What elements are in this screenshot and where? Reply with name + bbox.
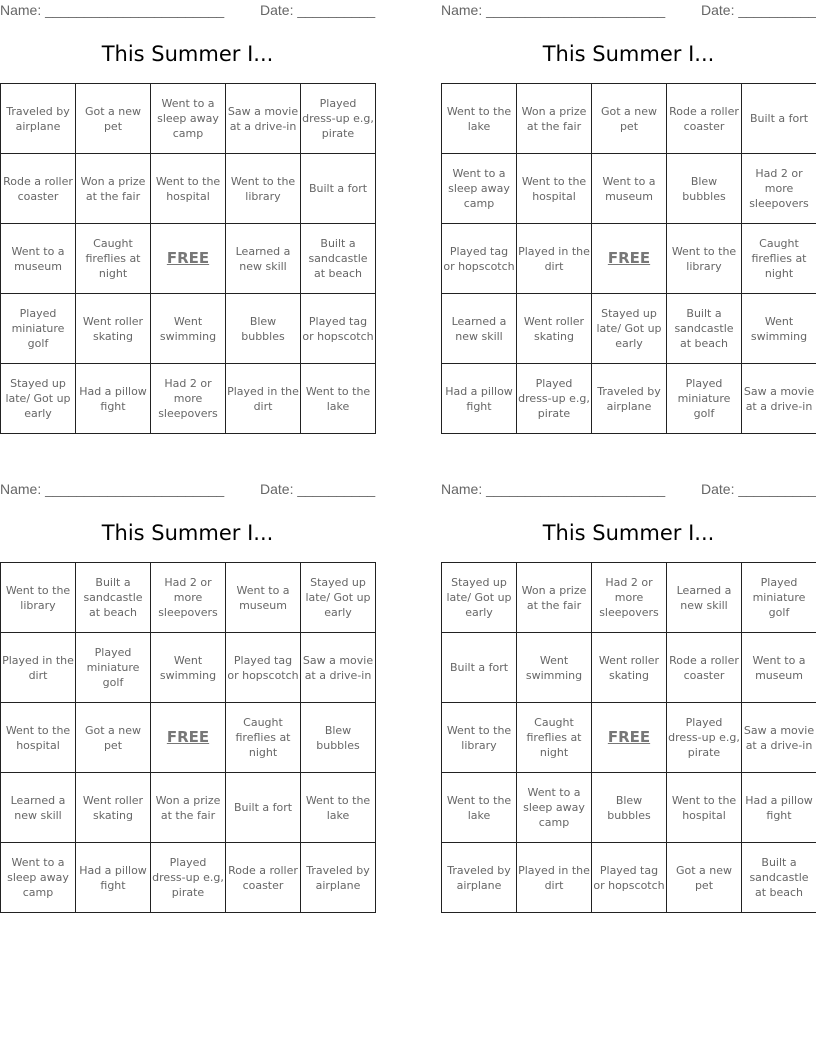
- bingo-cell: Went to a sleep away camp: [1, 843, 76, 913]
- bingo-cell: Rode a roller coaster: [667, 633, 742, 703]
- bingo-cell: Played dress-up e.g, pirate: [151, 843, 226, 913]
- grid-row: [442, 633, 816, 703]
- bingo-cell: Went roller skating: [76, 294, 151, 364]
- bingo-cell: Built a sandcastle at beach: [667, 294, 742, 364]
- bingo-cell: Built a sandcastle at beach: [76, 563, 151, 633]
- grid-row: [1, 773, 376, 843]
- bingo-cell: Went to a sleep away camp: [517, 773, 592, 843]
- bingo-cell: Went to the library: [226, 154, 301, 224]
- bingo-cell: Went to a museum: [1, 224, 76, 294]
- card-header: [0, 479, 375, 499]
- grid-row: [1, 294, 376, 364]
- grid-row: [1, 703, 376, 773]
- grid-row: [1, 154, 376, 224]
- free-space: FREE: [151, 703, 226, 773]
- bingo-cell: Had a pillow fight: [76, 364, 151, 434]
- grid-row: [1, 224, 376, 294]
- bingo-cell: Played dress-up e.g, pirate: [667, 703, 742, 773]
- grid-row: [1, 364, 376, 434]
- bingo-cell: Built a sandcastle at beach: [742, 843, 816, 913]
- date-field: Date: __________: [701, 2, 816, 18]
- bingo-cell: Played in the dirt: [226, 364, 301, 434]
- bingo-cell: Built a fort: [742, 84, 816, 154]
- free-space: FREE: [151, 224, 226, 294]
- date-field: Date: __________: [260, 481, 376, 497]
- bingo-cell: Played dress-up e.g, pirate: [301, 84, 376, 154]
- bingo-cell: Went to a museum: [742, 633, 816, 703]
- bingo-cell: Went to a sleep away camp: [151, 84, 226, 154]
- bingo-cell: Played tag or hopscotch: [226, 633, 301, 703]
- bingo-cell: Had 2 or more sleepovers: [592, 563, 667, 633]
- bingo-cell: Went swimming: [151, 294, 226, 364]
- card-title: This Summer I...: [101, 42, 274, 66]
- bingo-cell: Saw a movie at a drive-in: [301, 633, 376, 703]
- bingo-cell: Built a fort: [442, 633, 517, 703]
- card-title: This Summer I...: [101, 521, 274, 545]
- bingo-cell: Went to the lake: [301, 364, 376, 434]
- bingo-cell: Got a new pet: [76, 84, 151, 154]
- bingo-cell: Won a prize at the fair: [517, 563, 592, 633]
- bingo-cell: Learned a new skill: [667, 563, 742, 633]
- bingo-cell: Went to a museum: [592, 154, 667, 224]
- bingo-cell: Built a fort: [226, 773, 301, 843]
- bingo-cell: Played in the dirt: [1, 633, 76, 703]
- grid-row: [442, 154, 816, 224]
- date-field: Date: __________: [260, 2, 376, 18]
- bingo-cell: Played miniature golf: [667, 364, 742, 434]
- bingo-cell: Played miniature golf: [76, 633, 151, 703]
- bingo-cell: Stayed up late/ Got up early: [592, 294, 667, 364]
- bingo-cell: Traveled by airplane: [1, 84, 76, 154]
- bingo-cell: Had 2 or more sleepovers: [742, 154, 816, 224]
- name-field: Name: _______________________: [0, 2, 225, 18]
- bingo-cell: Played miniature golf: [742, 563, 816, 633]
- grid-row: [442, 563, 816, 633]
- bingo-cell: Went roller skating: [592, 633, 667, 703]
- bingo-cell: Blew bubbles: [301, 703, 376, 773]
- bingo-cell: Traveled by airplane: [442, 843, 517, 913]
- grid-row: [442, 843, 816, 913]
- bingo-cell: Had 2 or more sleepovers: [151, 563, 226, 633]
- bingo-cell: Learned a new skill: [442, 294, 517, 364]
- bingo-cell: Caught fireflies at night: [76, 224, 151, 294]
- bingo-cell: Went to the library: [1, 563, 76, 633]
- bingo-cell: Stayed up late/ Got up early: [442, 563, 517, 633]
- bingo-cell: Learned a new skill: [226, 224, 301, 294]
- bingo-cell: Played dress-up e.g, pirate: [517, 364, 592, 434]
- bingo-cell: Built a sandcastle at beach: [301, 224, 376, 294]
- bingo-cell: Learned a new skill: [1, 773, 76, 843]
- bingo-cell: Traveled by airplane: [301, 843, 376, 913]
- bingo-cell: Played tag or hopscotch: [592, 843, 667, 913]
- date-field: Date: __________: [701, 481, 816, 497]
- bingo-cell: Went to the library: [667, 224, 742, 294]
- bingo-grid: [441, 562, 816, 913]
- bingo-cell: Got a new pet: [592, 84, 667, 154]
- bingo-grid: [0, 562, 376, 913]
- bingo-cell: Stayed up late/ Got up early: [301, 563, 376, 633]
- bingo-cell: Went to the lake: [442, 84, 517, 154]
- bingo-cell: Went to the lake: [301, 773, 376, 843]
- grid-row: [1, 843, 376, 913]
- bingo-cell: Played tag or hopscotch: [301, 294, 376, 364]
- free-space: FREE: [592, 224, 667, 294]
- bingo-cell: Saw a movie at a drive-in: [742, 703, 816, 773]
- bingo-cell: Saw a movie at a drive-in: [226, 84, 301, 154]
- card-title: This Summer I...: [542, 42, 715, 66]
- bingo-cell: Went roller skating: [517, 294, 592, 364]
- bingo-cell: Got a new pet: [667, 843, 742, 913]
- bingo-cell: Caught fireflies at night: [742, 224, 816, 294]
- bingo-cell: Caught fireflies at night: [226, 703, 301, 773]
- bingo-grid: [441, 83, 816, 434]
- bingo-cell: Rode a roller coaster: [226, 843, 301, 913]
- bingo-cell: Went to the library: [442, 703, 517, 773]
- card-title: This Summer I...: [542, 521, 715, 545]
- bingo-cell: Saw a movie at a drive-in: [742, 364, 816, 434]
- card-header: [441, 0, 816, 20]
- grid-row: [1, 633, 376, 703]
- bingo-cell: Went swimming: [151, 633, 226, 703]
- grid-row: [442, 224, 816, 294]
- bingo-cell: Won a prize at the fair: [151, 773, 226, 843]
- bingo-cell: Played in the dirt: [517, 224, 592, 294]
- bingo-cell: Went to a sleep away camp: [442, 154, 517, 224]
- bingo-cell: Stayed up late/ Got up early: [1, 364, 76, 434]
- bingo-cell: Went to the hospital: [667, 773, 742, 843]
- bingo-cell: Blew bubbles: [592, 773, 667, 843]
- grid-row: [442, 84, 816, 154]
- bingo-cell: Went swimming: [517, 633, 592, 703]
- bingo-cell: Won a prize at the fair: [76, 154, 151, 224]
- bingo-cell: Had a pillow fight: [442, 364, 517, 434]
- bingo-cell: Played in the dirt: [517, 843, 592, 913]
- name-field: Name: _______________________: [441, 2, 666, 18]
- bingo-cell: Went roller skating: [76, 773, 151, 843]
- bingo-cell: Went to the hospital: [1, 703, 76, 773]
- grid-row: [442, 364, 816, 434]
- bingo-cell: Traveled by airplane: [592, 364, 667, 434]
- bingo-cell: Blew bubbles: [226, 294, 301, 364]
- free-space: FREE: [592, 703, 667, 773]
- bingo-cell: Went to the hospital: [151, 154, 226, 224]
- bingo-cell: Went to the lake: [442, 773, 517, 843]
- bingo-cell: Had a pillow fight: [76, 843, 151, 913]
- bingo-cell: Blew bubbles: [667, 154, 742, 224]
- bingo-cell: Rode a roller coaster: [1, 154, 76, 224]
- card-header: [441, 479, 816, 499]
- bingo-cell: Went to a museum: [226, 563, 301, 633]
- card-header: [0, 0, 375, 20]
- bingo-cell: Built a fort: [301, 154, 376, 224]
- bingo-cell: Went swimming: [742, 294, 816, 364]
- name-field: Name: _______________________: [0, 481, 225, 497]
- bingo-cell: Had 2 or more sleepovers: [151, 364, 226, 434]
- bingo-cell: Went to the hospital: [517, 154, 592, 224]
- grid-row: [442, 294, 816, 364]
- bingo-cell: Rode a roller coaster: [667, 84, 742, 154]
- grid-row: [1, 84, 376, 154]
- bingo-grid: [0, 83, 376, 434]
- name-field: Name: _______________________: [441, 481, 666, 497]
- bingo-cell: Had a pillow fight: [742, 773, 816, 843]
- bingo-cell: Played miniature golf: [1, 294, 76, 364]
- grid-row: [442, 773, 816, 843]
- grid-row: [1, 563, 376, 633]
- bingo-cell: Played tag or hopscotch: [442, 224, 517, 294]
- bingo-cell: Won a prize at the fair: [517, 84, 592, 154]
- bingo-cell: Got a new pet: [76, 703, 151, 773]
- bingo-cell: Caught fireflies at night: [517, 703, 592, 773]
- grid-row: [442, 703, 816, 773]
